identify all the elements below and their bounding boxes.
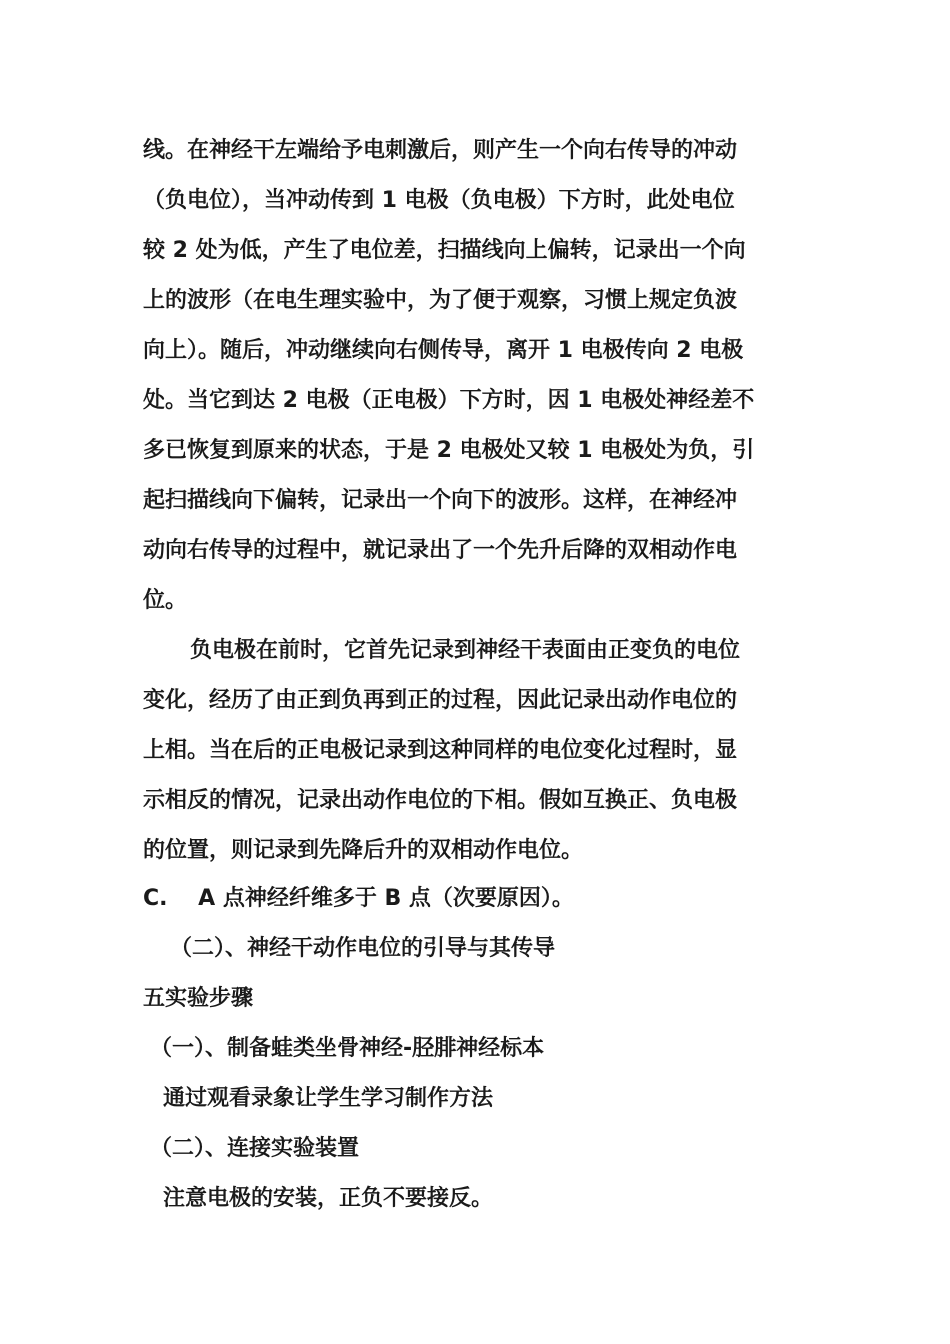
paragraph-1-line-3: 较 2 处为低，产生了电位差，扫描线向上偏转，记录出一个向 xyxy=(143,238,746,263)
step-1-text: 通过观看录象让学生学习制作方法 xyxy=(163,1086,494,1111)
section-five-heading: 五实验步骤 xyxy=(143,986,254,1011)
step-2-text: 注意电极的安装，正负不要接反。 xyxy=(163,1186,494,1211)
paragraph-1-line-4: 上的波形（在电生理实验中，为了便于观察，习惯上规定负波 xyxy=(143,288,738,313)
paragraph-2-line-3: 上相。当在后的正电极记录到这种同样的电位变化过程时，显 xyxy=(143,738,738,763)
paragraph-1-line-1: 线。在神经干左端给予电刺激后，则产生一个向右传导的冲动 xyxy=(143,138,738,163)
paragraph-1-line-10: 位。 xyxy=(143,588,188,613)
step-1-heading: （一）、制备蛙类坐骨神经-胫腓神经标本 xyxy=(150,1036,545,1061)
paragraph-2-line-2: 变化，经历了由正到负再到正的过程，因此记录出动作电位的 xyxy=(143,688,738,713)
paragraph-1-line-2: （负电位），当冲动传到 1 电极（负电极）下方时，此处电位 xyxy=(143,188,735,213)
section-two-heading: （二）、神经干动作电位的引导与其传导 xyxy=(170,936,556,961)
paragraph-1-line-6: 处。当它到达 2 电极（正电极）下方时，因 1 电极处神经差不 xyxy=(143,388,755,413)
paragraph-1-line-8: 起扫描线向下偏转，记录出一个向下的波形。这样，在神经冲 xyxy=(143,488,738,513)
step-2-heading: （二）、连接实验装置 xyxy=(150,1136,360,1161)
paragraph-2-line-4: 示相反的情况，记录出动作电位的下相。假如互换正、负电极 xyxy=(143,788,738,813)
item-c: C. A 点神经纤维多于 B 点（次要原因）。 xyxy=(143,886,574,911)
paragraph-1-line-9: 动向右传导的过程中，就记录出了一个先升后降的双相动作电 xyxy=(143,538,738,563)
paragraph-2-line-5: 的位置，则记录到先降后升的双相动作电位。 xyxy=(143,838,584,863)
paragraph-1-line-5: 向上）。随后，冲动继续向右侧传导，离开 1 电极传向 2 电极 xyxy=(143,338,744,363)
paragraph-2-line-1: 负电极在前时，它首先记录到神经干表面由正变负的电位 xyxy=(190,638,741,663)
paragraph-1-line-7: 多已恢复到原来的状态，于是 2 电极处又较 1 电极处为负，引 xyxy=(143,438,755,463)
